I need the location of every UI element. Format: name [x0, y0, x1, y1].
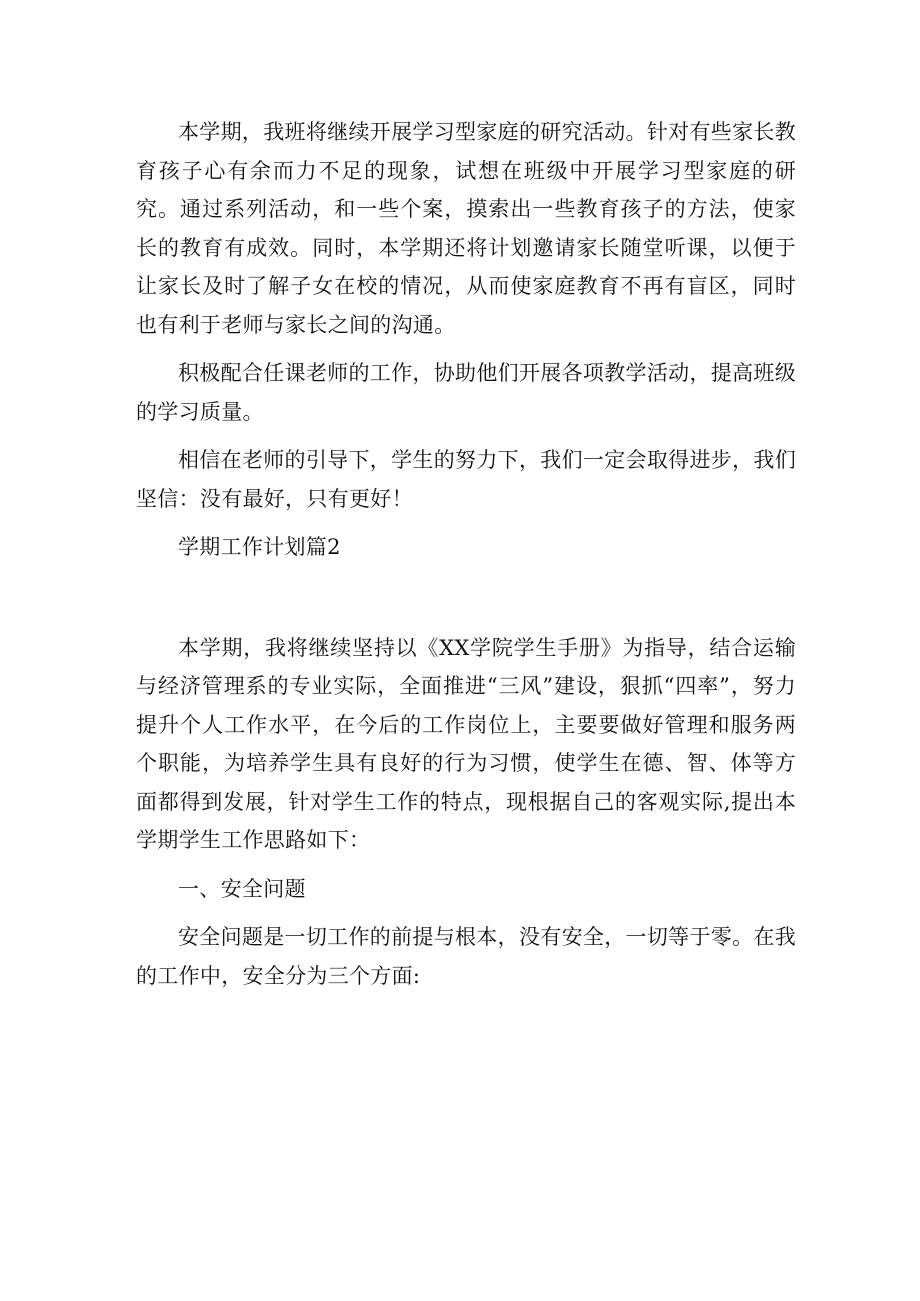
paragraph-spacer: [136, 908, 796, 918]
paragraph-spacer: [136, 344, 796, 354]
paragraph-family-learning: 本学期，我班将继续开展学习型家庭的研究活动。针对有些家长教育孩子心有余而力不足的现象，试想在班级中开展学习型家庭的研究。通过系列活动，和一些个案，摸索出一些教育孩子的方法，使家长的教育有成效。同时，本学期还将计划邀请家长随堂听课，以便于让家长及时了解子女在校的情况，从而使家庭教育不再有盲区，同时也有利于老师与家长之间的沟通。: [136, 120, 796, 337]
paragraph-spacer: [136, 860, 796, 870]
paragraph-spacer: [136, 518, 796, 528]
section-title-plan-2: 学期工作计划篇2: [178, 535, 341, 559]
paragraph-belief: 相信在老师的引导下，学生的努力下，我们一定会取得进步，我们坚信：没有最好，只有更好！: [136, 448, 796, 511]
section-spacer: [136, 567, 796, 629]
paragraph-safety: 安全问题是一切工作的前提与根本，没有安全，一切等于零。在我的工作中，安全分为三个方面:: [136, 925, 796, 988]
paragraph-semester-plan: 本学期，我将继续坚持以《XX学院学生手册》为指导，结合运输与经济管理系的专业实际，全面推进“三风”建设，狠抓“四率”，努力提升个人工作水平，在今后的工作岗位上，主要要做好管理和服务两个职能，为培养学生具有良好的行为习惯，使学生在德、智、体等方面都得到发展，针对学生工作的特点，现根据自己的客观实际,提出本学期学生工作思路如下：: [136, 635, 796, 852]
paragraph-spacer: [136, 431, 796, 441]
section-heading-safety: 一、安全问题: [178, 876, 306, 901]
paragraph-cooperate-teachers: 积极配合任课老师的工作，协助他们开展各项教学活动，提高班级的学习质量。: [136, 361, 796, 424]
document-body: [136, 113, 796, 995]
